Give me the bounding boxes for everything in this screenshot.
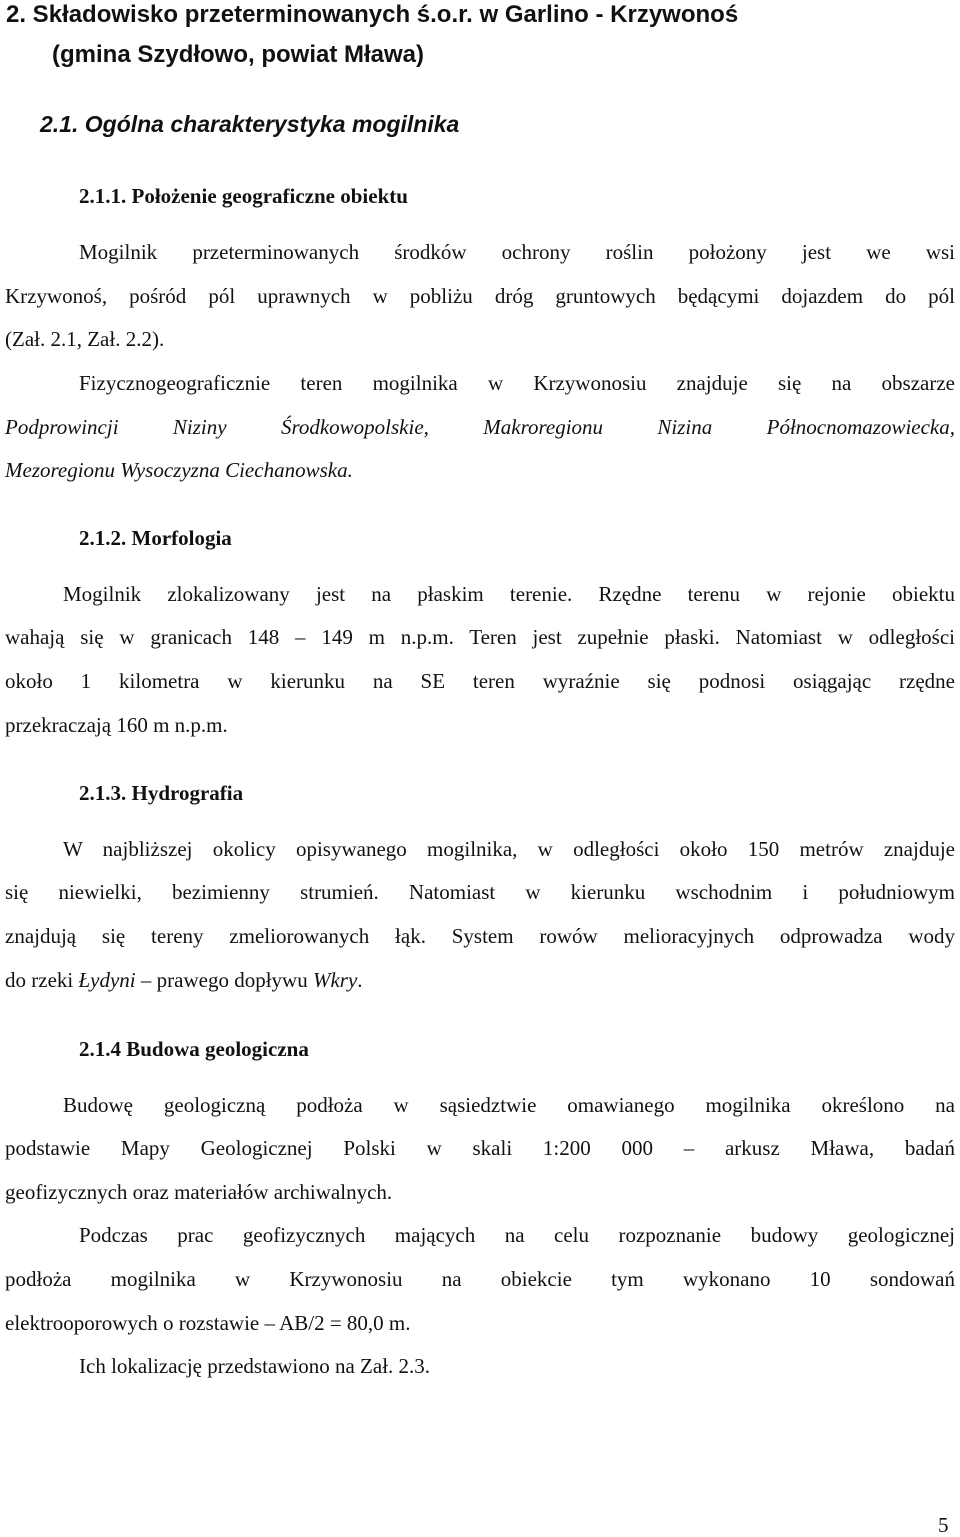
paragraph-line: (Zał. 2.1, Zał. 2.2).	[5, 327, 165, 351]
paragraph-line: znajdują się tereny zmeliorowanych łąk. System rowów melioracyjnych odprowadza wody	[5, 924, 955, 948]
paragraph-line: Mezoregionu Wysoczyzna Ciechanowska.	[5, 458, 353, 482]
river-name-lydynia: Łydyni	[78, 968, 136, 992]
paragraph-line: przekraczają 160 m n.p.m.	[5, 713, 228, 737]
paragraph-line: Mogilnik przeterminowanych środków ochrony roślin położony jest we wsi	[79, 240, 955, 264]
paragraph-line: wahają się w granicach 148 – 149 m n.p.m. Teren jest zupełnie płaski. Natomiast w odległości	[5, 625, 955, 649]
chapter-heading-line-1: 2. Składowisko przeterminowanych ś.o.r. w Garlino - Krzywonoś	[6, 1, 739, 28]
paragraph-line: Ich lokalizację przedstawiono na Zał. 2.3.	[79, 1354, 431, 1378]
text-run: .	[357, 968, 363, 992]
paragraph-line: Fizycznogeograficznie teren mogilnika w Krzywonosiu znajduje się na obszarze	[79, 371, 955, 395]
paragraph-line: podstawie Mapy Geologicznej Polski w skali 1:200 000 – arkusz Mława, badań	[5, 1136, 955, 1160]
text-run: – prawego dopływu	[135, 968, 313, 992]
paragraph-line: elektrooporowych o rozstawie – AB/2 = 80,0 m.	[5, 1311, 411, 1335]
paragraph-line: geofizycznych oraz materiałów archiwalnych.	[5, 1180, 393, 1204]
paragraph-line: Krzywonoś, pośród pól uprawnych w pobliżu dróg gruntowych będącymi dojazdem do pól	[5, 284, 955, 308]
paragraph-line: około 1 kilometra w kierunku na SE teren wyraźnie się podnosi osiągając rzędne	[5, 669, 955, 693]
paragraph-line: Podprowincji Niziny Środkowopolskie, Makroregionu Nizina Północnomazowiecka,	[5, 415, 955, 439]
paragraph-line: Podczas prac geofizycznych mających na celu rozpoznanie budowy geologicznej	[79, 1223, 955, 1247]
paragraph-line: Budowę geologiczną podłoża w sąsiedztwie omawianego mogilnika określono na	[63, 1093, 955, 1117]
river-name-wkra: Wkry	[312, 968, 358, 992]
subsection-heading-2-1-4: 2.1.4 Budowa geologiczna	[79, 1037, 309, 1061]
paragraph-line: się niewielki, bezimienny strumień. Natomiast w kierunku wschodnim i południowym	[5, 880, 955, 904]
subsection-heading-2-1-1: 2.1.1. Położenie geograficzne obiektu	[79, 184, 408, 208]
chapter-heading-line-2: (gmina Szydłowo, powiat Mława)	[52, 41, 425, 68]
section-heading-2-1: 2.1. Ogólna charakterystyka mogilnika	[40, 111, 460, 137]
subsection-heading-2-1-2: 2.1.2. Morfologia	[79, 526, 232, 550]
paragraph-line	[5, 967, 955, 993]
paragraph-line: podłoża mogilnika w Krzywonosiu na obiekcie tym wykonano 10 sondowań	[5, 1267, 955, 1291]
subsection-heading-2-1-3: 2.1.3. Hydrografia	[79, 781, 244, 805]
page-number: 5	[938, 1513, 949, 1537]
paragraph-line: Mogilnik zlokalizowany jest na płaskim terenie. Rzędne terenu w rejonie obiektu	[63, 582, 955, 606]
text-run: do rzeki	[5, 968, 79, 992]
paragraph-line: W najbliższej okolicy opisywanego mogilnika, w odległości około 150 metrów znajduje	[63, 837, 955, 861]
